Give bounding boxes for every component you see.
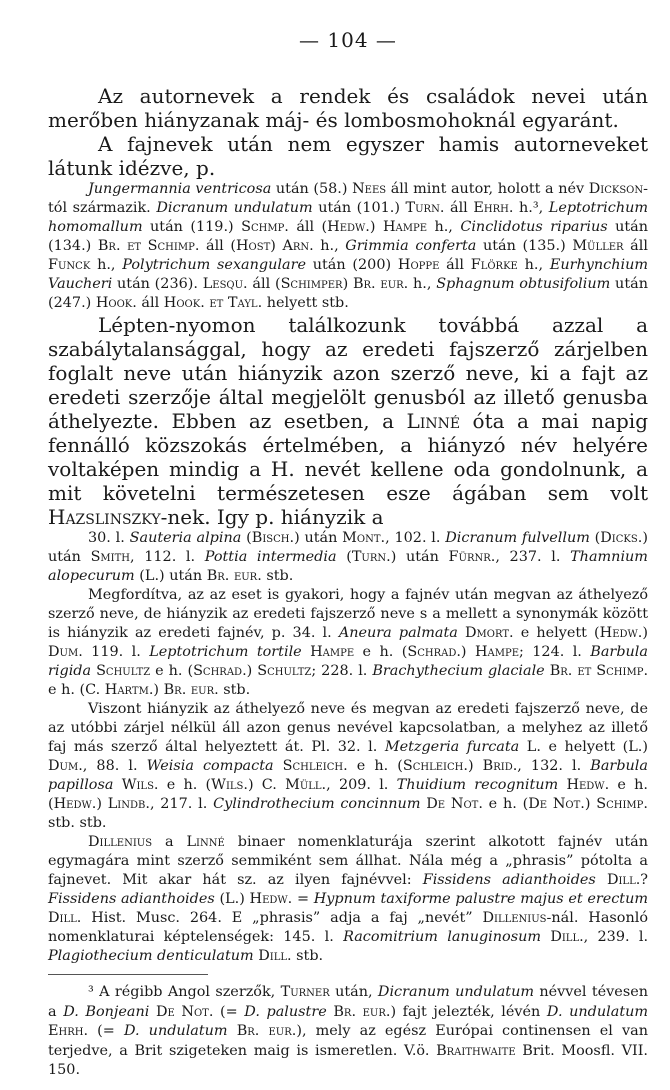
- author-name: Schrad.: [407, 644, 461, 660]
- footnote: [48, 983, 648, 1081]
- text-run: [458, 625, 465, 641]
- text-run: ; 124. l.: [519, 644, 591, 660]
- author-name: Hedw.: [566, 777, 610, 793]
- text-run: ) után: [294, 530, 343, 546]
- text-run: áll: [136, 295, 164, 311]
- paragraph: [48, 180, 648, 313]
- author-name: Lesqu.: [202, 276, 248, 292]
- author-name: Turn.: [351, 549, 391, 565]
- author-name: Lindb.: [107, 796, 150, 812]
- species-name: Polytrichum sexangulare: [122, 257, 306, 273]
- text-run: ) C.: [247, 777, 286, 793]
- author-name: Schultz: [257, 663, 312, 679]
- author-name: Hampe: [310, 644, 355, 660]
- text-run: binaer nomenklaturája szerint alkotott fajnév után egymagára mint szerző semmiként sem állhat. Nála még a „phrasis” pótolta a fajnevet. Mit akar hát sz. az ilyen fajnévvel:: [48, 834, 648, 888]
- author-name: Br. eur.: [236, 1023, 297, 1039]
- text-run: után (101.): [312, 200, 406, 216]
- author-name: Dill.: [550, 929, 584, 945]
- author-name: Schrad.: [193, 663, 247, 679]
- species-name: Jungermannia ventricosa: [88, 181, 272, 197]
- text-run: e helyett (: [513, 625, 600, 641]
- text-run: L. e helyett (L.): [519, 739, 648, 755]
- author-name: Br. eur.: [333, 1003, 391, 1020]
- author-name: Host: [235, 238, 271, 254]
- author-name: Dickson: [588, 181, 644, 197]
- author-name: Dicks.: [600, 530, 643, 546]
- author-name: Turner: [280, 984, 330, 1000]
- author-name: Hampe: [382, 219, 427, 235]
- species-name: Dicranum fulvellum: [445, 530, 590, 546]
- text-run: után (134.): [48, 219, 648, 254]
- author-name: Müll.: [285, 777, 327, 793]
- text-run: h.,: [313, 238, 346, 254]
- species-name: Sauteria alpina: [129, 530, 242, 546]
- species-name: Metzgeria furcata: [384, 739, 520, 755]
- author-name: Wils.: [211, 777, 248, 793]
- text-run: áll (: [199, 238, 236, 254]
- text-run: stb. stb.: [48, 815, 107, 831]
- author-name: Schleich.: [282, 758, 348, 774]
- text-run: után (247.): [48, 276, 648, 311]
- text-run: A fajnevek után nem egyszer hamis autorneveket látunk idézve, p.: [48, 132, 648, 180]
- author-name: Dmort.: [465, 625, 514, 641]
- text-run: -nál. Hasonló nomenklaturai képtelenségek: 145. l.: [48, 910, 648, 945]
- text-run: után (236).: [112, 276, 203, 292]
- species-name: Brachythecium glaciale: [372, 663, 545, 679]
- species-name: Cinclidotus riparius: [460, 219, 608, 235]
- text-run: ): [342, 276, 353, 292]
- text-run: 30. l.: [88, 530, 130, 546]
- species-name: Cylindrothecium concinnum: [213, 796, 421, 812]
- author-name: Dill.: [258, 948, 292, 964]
- text-run: (L.) után: [134, 568, 207, 584]
- author-name: Nees: [352, 181, 387, 197]
- paragraph: [48, 700, 648, 833]
- text-run: ?: [640, 872, 648, 888]
- paragraph: [48, 529, 648, 586]
- text-run: Viszont hiányzik az áthelyező neve és megvan az eredeti fajszerző neve, de az utóbbi zárjel nélkül áll azon genus nevével kapcsolatban, a melyhez az illető faj más szerző által helyeztett át. Pl. 32. l.: [48, 701, 648, 755]
- author-name: Br. et Schimp.: [97, 238, 200, 254]
- species-name: D. Bonjeani: [63, 1003, 150, 1020]
- text-run: stb.: [291, 948, 324, 964]
- paragraph: [48, 833, 648, 966]
- species-name: Thamnium alopecurum: [48, 549, 648, 584]
- text-run: után (200): [305, 257, 398, 273]
- species-name: Thuidium recognitum: [396, 777, 559, 793]
- text-run: , 112. l.: [130, 549, 205, 565]
- author-name: Schimper: [280, 276, 343, 292]
- text-run: , 209. l.: [326, 777, 397, 793]
- text-run: e h. (C.: [48, 682, 105, 698]
- text-run: e h. (: [347, 758, 403, 774]
- text-run: e h. (: [482, 796, 529, 812]
- author-name: Müller: [572, 238, 624, 254]
- text-run: után (135.): [476, 238, 573, 254]
- author-name: Hedw.: [249, 891, 293, 907]
- paragraph: [48, 313, 648, 529]
- text-run: után (58.): [271, 181, 353, 197]
- author-name: Br. et Schimp.: [549, 663, 649, 679]
- text-run: e h. (: [150, 663, 194, 679]
- text-run: áll (: [247, 276, 281, 292]
- text-run: [149, 1004, 156, 1020]
- author-name: Dill.: [606, 872, 641, 888]
- text-run: -tól származik.: [48, 181, 648, 216]
- text-run: [302, 644, 310, 660]
- text-run: ): [467, 758, 483, 774]
- species-name: Barbula papillosa: [48, 758, 648, 793]
- text-run: , 102. l.: [385, 530, 446, 546]
- text-run: ): [153, 682, 164, 698]
- body-text: [48, 84, 648, 966]
- text-run: [113, 777, 121, 793]
- text-run: (: [241, 530, 252, 546]
- author-name: Bisch.: [251, 530, 295, 546]
- author-name: Schultz: [96, 663, 151, 679]
- text-run: , 239. l.: [583, 929, 649, 945]
- text-run: (L.): [214, 891, 250, 907]
- text-run: ): [584, 796, 597, 812]
- text-run: =: [292, 891, 314, 907]
- species-name: Leptotrichum tortile: [149, 644, 302, 660]
- text-run: ): [246, 663, 258, 679]
- text-run: a: [152, 834, 187, 850]
- author-name: Hazslinszky: [48, 505, 161, 529]
- author-name: Dillenius: [482, 910, 547, 926]
- book-page: [48, 28, 648, 1081]
- author-name: Ehrh.: [473, 200, 514, 216]
- author-name: Br. eur.: [352, 276, 409, 292]
- author-name: Dum.: [48, 758, 83, 774]
- text-run: ³ A régibb Angol szerzők,: [88, 984, 281, 1000]
- author-name: Br. eur.: [206, 568, 262, 584]
- species-name: Eurhynchium Vaucheri: [48, 257, 648, 292]
- text-run: Hist. Musc. 264. E „phrasis” adja a faj „nevét”: [81, 910, 483, 926]
- author-name: Hartm.: [104, 682, 154, 698]
- author-name: Hampe: [474, 644, 519, 660]
- author-name: Dum.: [48, 644, 83, 660]
- text-run: [541, 929, 550, 945]
- author-name: Fürnr.: [448, 549, 496, 565]
- text-run: után,: [329, 984, 378, 1000]
- species-name: Fissidens adianthoides: [48, 891, 215, 907]
- text-run: 119. l.: [82, 644, 150, 660]
- author-name: Braithwaite: [436, 1042, 516, 1059]
- species-name: D. palustre: [244, 1003, 327, 1020]
- author-name: Hook.: [95, 295, 137, 311]
- author-name: Dillenius: [88, 834, 153, 850]
- text-run: h.,: [408, 276, 437, 292]
- text-run: (=: [213, 1003, 245, 1020]
- species-name: Plagiothecium denticulatum: [48, 948, 254, 964]
- text-run: , 237. l.: [495, 549, 571, 565]
- text-run: ): [642, 625, 649, 641]
- author-name: Hook. et Tayl.: [163, 295, 263, 311]
- author-name: Schleich.: [402, 758, 468, 774]
- text-run: -nek. Igy p. hiányzik a: [160, 505, 384, 529]
- species-name: Barbula rigida: [48, 644, 648, 679]
- author-name: Brid.: [482, 758, 518, 774]
- text-run: h.,: [517, 257, 550, 273]
- text-run: helyett stb.: [262, 295, 349, 311]
- species-name: Grimmia conferta: [345, 238, 477, 254]
- text-run: ): [369, 219, 383, 235]
- text-run: ) után: [48, 530, 648, 565]
- text-run: stb.: [218, 682, 251, 698]
- author-name: Smith: [90, 549, 131, 565]
- text-run: ): [96, 796, 108, 812]
- text-run: áll: [444, 200, 474, 216]
- text-run: áll: [623, 238, 648, 254]
- text-run: , 132. l.: [517, 758, 591, 774]
- species-name: D. undulatum: [546, 1003, 649, 1020]
- text-run: ; 228. l.: [311, 663, 373, 679]
- text-run: névvel tévesen a: [48, 984, 648, 1020]
- species-name: Weisia compacta: [146, 758, 274, 774]
- author-name: Dill.: [48, 910, 82, 926]
- paragraph: [48, 84, 648, 132]
- author-name: Hedw.: [53, 796, 97, 812]
- species-name: Fissidens adianthoides: [422, 872, 596, 888]
- text-run: (: [589, 530, 601, 546]
- text-run: ) után: [390, 549, 449, 565]
- text-run: h.,: [90, 257, 123, 273]
- author-name: Hoppe: [397, 257, 440, 273]
- author-name: Ehrh.: [48, 1023, 89, 1039]
- text-run: (: [336, 549, 352, 565]
- species-name: D. undulatum: [123, 1023, 228, 1039]
- text-run: ) fajt jelezték, lévén: [390, 1003, 547, 1020]
- author-name: Funck: [48, 257, 91, 273]
- page-number: — 104 —: [299, 28, 397, 52]
- text-run: (=: [88, 1023, 124, 1039]
- species-name: Dicranum undulatum: [156, 200, 313, 216]
- species-name: Leptotrichum homomallum: [48, 200, 649, 235]
- text-run: Lépten-nyomon találkozunk továbbá azzal a szabálytalansággal, hogy az eredeti fajszerző zárjelben foglalt neve után hiányzik azon szerző neve, ki a fajt az eredeti szerzője által megjelölt genusból az illető genusba áthelyezte. Ebben az esetben, a: [48, 313, 648, 433]
- species-name: Hypnum taxiforme palustre majus et erectum: [313, 891, 648, 907]
- text-run: ): [270, 238, 283, 254]
- footnote-divider: [48, 974, 208, 975]
- text-run: stb.: [261, 568, 294, 584]
- text-run: áll (: [288, 219, 328, 235]
- author-name: Mont.: [342, 530, 386, 546]
- author-name: Turn.: [405, 200, 445, 216]
- author-name: Arn.: [282, 238, 314, 254]
- text-run: óta a mai napig fennálló közszokás értelmében, a hiányzó név helyére voltaképen mindig a H. nevét kellene oda gondolnunk, a mit követelni természetesen esze ágában sem volt: [48, 409, 648, 505]
- text-run: h.,: [427, 219, 461, 235]
- text-run: [274, 758, 283, 774]
- author-name: Wils.: [121, 777, 159, 793]
- author-name: De Not.: [155, 1003, 214, 1020]
- text-run: e h. (: [158, 777, 212, 793]
- text-run: [228, 1023, 237, 1039]
- author-name: De Not.: [426, 796, 483, 812]
- author-name: Schimp.: [596, 796, 648, 812]
- text-run: h.³,: [513, 200, 549, 216]
- text-run: Az autornevek a rendek és családok nevei után merőben hiányzanak máj- és lombosmohoknál egyaránt.: [48, 84, 648, 132]
- species-name: Dicranum undulatum: [377, 984, 535, 1000]
- text-run: Megfordítva, az az eset is gyakori, hogy a fajnév után megvan az áthelyező szerző neve, de hiányzik az eredeti fajszerző neve s a mellett a synonymák között is hiányzik az eredeti fajnév, p. 34. l.: [48, 587, 648, 641]
- author-name: Schmp.: [241, 219, 289, 235]
- author-name: Linné: [406, 409, 461, 433]
- author-name: Hedw.: [599, 625, 643, 641]
- text-run: áll mint autor, holott a név: [386, 181, 589, 197]
- paragraph: [48, 132, 648, 180]
- text-run: ), mely az egész Európai continensen el van terjedve, a Brit szigeteken maig is ismeretlen. V.ö.: [48, 1023, 648, 1059]
- species-name: Aneura palmata: [338, 625, 458, 641]
- text-run: áll: [439, 257, 471, 273]
- text-run: után (119.): [142, 219, 242, 235]
- text-run: [596, 872, 607, 888]
- author-name: De Not.: [528, 796, 585, 812]
- species-name: Racomitrium lanuginosum: [343, 929, 542, 945]
- author-name: Hedw.: [327, 219, 370, 235]
- author-name: Br. eur.: [163, 682, 219, 698]
- text-run: , 217. l.: [149, 796, 214, 812]
- paragraph: [48, 586, 648, 700]
- text-run: e h. (: [48, 777, 648, 812]
- species-name: Sphagnum obtusifolium: [436, 276, 611, 292]
- text-run: e h. (: [354, 644, 408, 660]
- author-name: Flörke: [470, 257, 518, 273]
- species-name: Pottia intermedia: [204, 549, 337, 565]
- author-name: Linné: [186, 834, 225, 850]
- text-run: , 88. l.: [82, 758, 147, 774]
- text-run: ): [460, 644, 475, 660]
- text-run: Brit. Moosfl. VII. 150.: [48, 1042, 648, 1078]
